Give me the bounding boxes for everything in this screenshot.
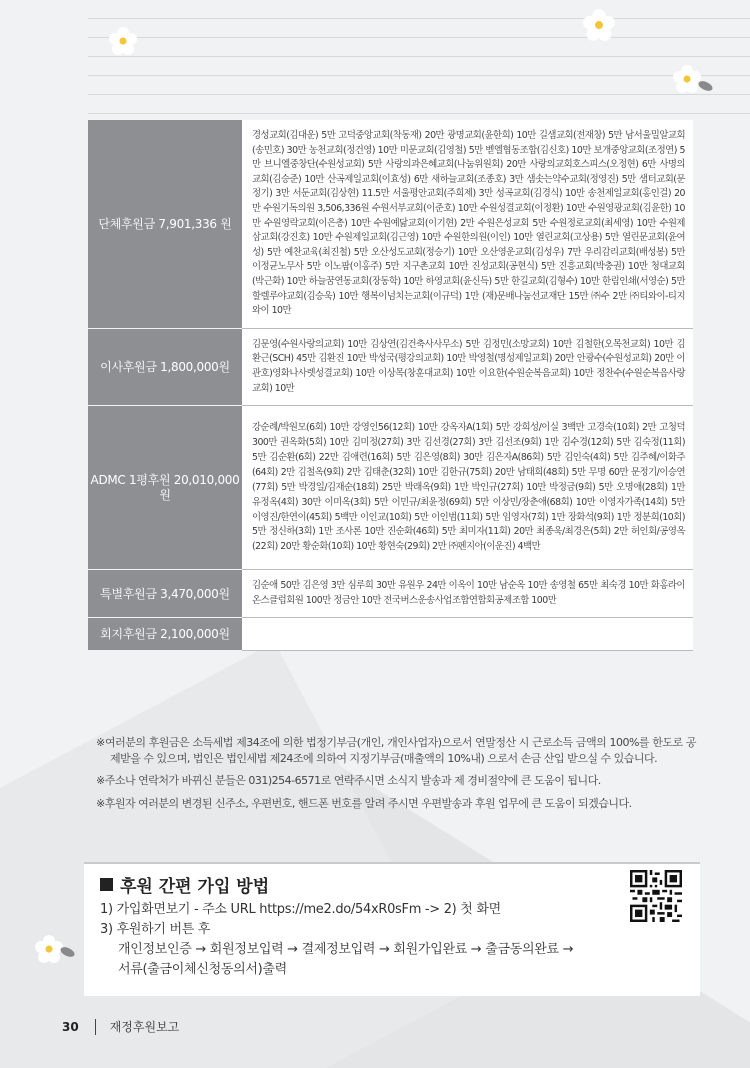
flower-icon [108, 26, 138, 56]
signup-step-1: 1) 가입화면보기 - 주소 URL https://me2.do/54xR0sFm -> 2) 첫 화면 [100, 902, 501, 917]
table-row [88, 570, 693, 618]
footer-divider [95, 1019, 96, 1035]
table-row [88, 328, 693, 405]
square-bullet-icon [100, 878, 113, 891]
signup-flow-end: 서류(출금이체신청동의서)출력 [118, 962, 287, 977]
signup-guide-title [100, 872, 684, 897]
donation-table [88, 120, 693, 651]
row-label: 단체후원금 7,901,336 원 [88, 120, 242, 328]
signup-step-3: 3) 후원하기 버튼 후 [100, 922, 211, 937]
flower-icon [672, 64, 702, 94]
note-text: ※주소나 연락처가 바뀌신 분들은 031)254-6571로 연락주시면 소식지 발송과 제 경비절약에 큰 도움이 됩니다. [96, 774, 601, 787]
page-footer [62, 1018, 179, 1035]
ruled-lines-decoration [88, 0, 750, 120]
row-label: ADMC 1평후원 20,010,000원 [88, 406, 242, 570]
signup-flow: 개인정보인증 → 회원정보입력 → 결제정보입력 → 회원가입완료 → 출금동의완료 → [118, 942, 574, 957]
page-number: 30 [62, 1019, 79, 1034]
section-title: 재정후원보고 [109, 1020, 180, 1034]
notes [96, 735, 696, 818]
note-text: ※여러분의 후원금은 소득세법 제34조에 의한 법정기부금(개인, 개인사업자)으로서 연말정산 시 근로소득 금액의 100%를 한도로 공제받을 수 있으며, 법인은 법인세법 제24조에 의하여 지정기부금(매출액의 10%내) 으로서 손금 산입 받으실 수 있습니다. [96, 736, 696, 765]
row-content: 김순애 50만 김은영 3만 심루희 30만 유원우 24만 이옥이 10만 남순옥 10만 송영철 65만 최숙경 10만 화홍라이온스클럽회원 100만 정금안 10만 전국버스운송사업조합연합회공제조합 100만 [242, 570, 693, 618]
signup-guide-box [84, 862, 700, 996]
row-content: 김문영(수원사랑의교회) 10만 김상연(김건축사사무소) 5만 김정민(소망교회) 10만 김철한(오목천교회) 10만 김환근(SCH) 45만 김환진 10만 박성국(평강의교회) 10만 박영철(명성제일교회) 20만 안광수(수원성교회) 20만 이관호)영화나사렛성결교회) 10만 이상목(창훈대교회) 10만 이요한(수원순복음교회) 10만 정찬수(수원순복음사랑교회) 10만 [242, 328, 693, 405]
row-label: 특별후원금 3,470,000원 [88, 570, 242, 618]
note-text: ※후원자 여러분의 변경된 신주소, 우편번호, 핸드폰 번호를 알려 주시면 우편발송과 후원 업무에 큰 도움이 되겠습니다. [96, 796, 632, 810]
flower-icon [582, 8, 616, 42]
row-label: 이사후원금 1,800,000원 [88, 328, 242, 405]
signup-guide-title-text: 후원 간편 가입 방법 [120, 877, 270, 897]
row-content [242, 618, 693, 651]
row-content: 경성교회(김대운) 5만 고덕중앙교회(착동재) 20만 광명교회(윤한희) 10만 길샘교회(전재창) 5만 남서울밀알교회(송민호) 30만 농천교회(정건영) 10만 미문교회(김영철) 5만 벧엘협동조합(김신호) 10만 보개중앙교회(조정연) 5만 브니엘중창단(수원성교회) 5만 사랑의과은혜교회(나눔위원회) 20만 사랑의교회호스피스(오정현) 6만 사명의교회(김승준) 10만 산곡제일교회(이효성) 6만 새하늘교회(조종호) 3만 샘솟는약수교회(정영진) 5만 샘터교회(문정기) 3만 서둔교회(김상현) 11.5만 서울평안교회(주희제) 3만 성곡교회(김경식) 10만 송천제일교회(홍인걸) 20만 수원기독의원 3,506,336원 수원서부교회(이준호) 10만 수원성결교회(이정환) 10만 수원영광교회(김윤한) 10만 수원영락교회(이은총) 10만 수원예닮교회(이기현) 2만 수원은성교회 5만 수원정로교회(최세영) 10만 수원제삼교회(강진호) 10만 수원제일교회(김근영) 10만 수원한의원(이인) 10만 열린교회(고상용) 5만 열린문교회(윤여성) 5만 예찬교육(최진철) 5만 오산성도교회(정승기) 10만 오산영운교회(김성우) 7만 우리감리교회(배성봉) 5만 이정균노무사 5만 이노팜(이홍주) 5만 지구촌교회 10만 진성교회(공현식) 5만 진흥교회(박충권) 10만 청대교회(박근화) 10만 하늘꿈연동교회(장동학) 10만 하영교회(윤신득) 5만 한길교회(김형수) 10만 한림인쇄(서영순) 5만 할렐루야교회(김승욱) 10만 행복이넘치는교회(이규덕) 1만 (재)문배나눔선교재단 15만 ㈜수 2만 ㈜티와이-티지와이 10만 [242, 120, 693, 328]
row-label: 회지후원금 2,100,000원 [88, 618, 242, 651]
table-row [88, 120, 693, 328]
table-row [88, 618, 693, 651]
qr-code-icon[interactable] [630, 870, 682, 922]
table-row [88, 406, 693, 570]
row-content: 강순례/박원모(6회) 10만 강영인56(12회) 10만 강옥자A(1회) 5만 강희성/이실 3백만 고경숙(10회) 2만 고청덕 300만 권옥화(5회) 10만 김미정(27회) 3만 김선경(27회) 3만 김선조(9회) 1만 김수경(12회) 5만 김숙정(11회) 5만 김순환(6회) 22만 김애련(16회) 5만 김은영(8회) 30만 김은자A(86회) 5만 김인숙(4회) 5만 김주혜/이화주(64회) 2만 김철옥(9회) 2만 김태춘(32회) 10만 김한규(75회) 20만 남태희(48회) 5만 무명 60만 문정기/이승연(77회) 5만 박경일/김재순(18회) 25만 박래옥(9회) 1만 박인규(27회) 10만 박정금(9회) 5만 오명애(28회) 1만 유정옥(4회) 30만 이미옥(3회) 5만 이민규/최윤정(69회) 5만 이상민/장춘애(68회) 10만 이영자가족(14회) 5만 이영진/한연이(45회) 5백만 이인교(10회) 5만 이인범(11회) 5만 임영자(7회) 1만 장화석(9회) 1만 정분희(10회) 5만 정신하(3회) 1만 조사론 10만 진순화(46회) 5만 최미자(11회) 20만 최종욱/최경은(5회) 2만 허인회/공영옥(22회) 20만 황순화(10회) 10만 황현숙(29회) 2만 ㈜펜지아(이운진) 4백만 [242, 406, 693, 570]
